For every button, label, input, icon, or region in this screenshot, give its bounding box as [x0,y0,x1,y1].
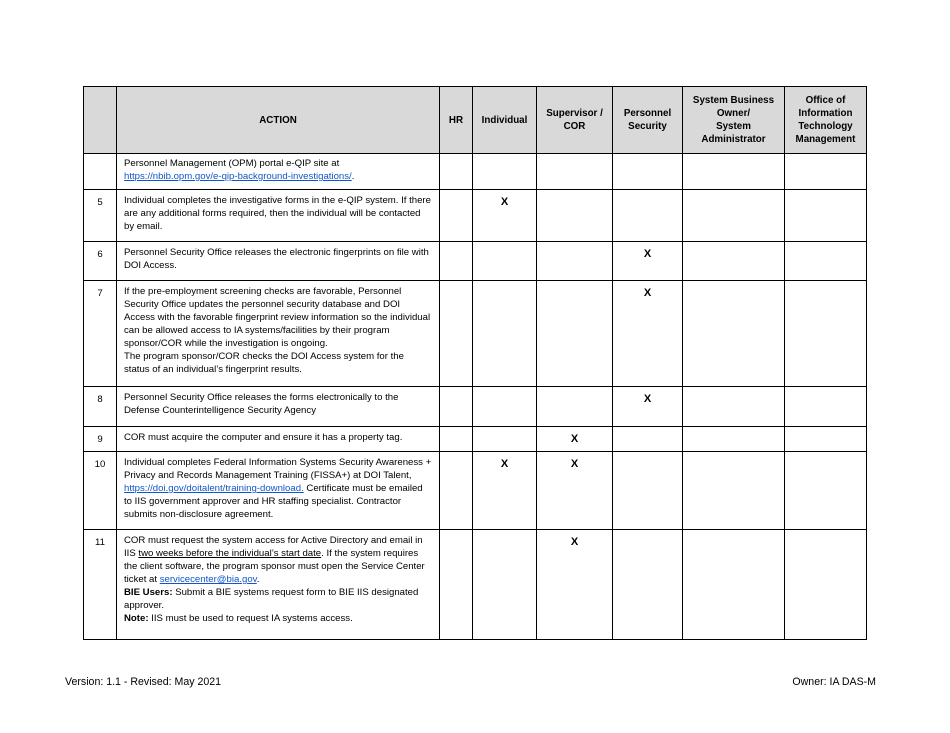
header-system-business-owner: System Business Owner/ System Administrator [683,87,785,154]
mark-individual [473,281,537,387]
mark-individual [473,154,537,190]
mark-personnel-security [613,154,683,190]
mark-system-owner [683,281,785,387]
action-cell: COR must request the system access for Active Directory and email in IIS two weeks before the individual’s start date. If the system requires the client software, the program sponsor must open the Service Center ticket at servicecenter@bia.gov. BIE Users: Submit a BIE systems request form to BIE IIS designated approver. Note: IIS must be used to request IA systems access. [117,530,440,640]
mark-hr [440,452,473,530]
mark-oitm [785,452,867,530]
mark-oitm [785,154,867,190]
mark-personnel-security [613,530,683,640]
mark-personnel-security: X [613,242,683,281]
mark-hr [440,530,473,640]
mark-oitm [785,387,867,427]
step-number: 6 [84,242,117,281]
table-row [84,154,867,190]
header-supervisor-cor: Supervisor / COR [537,87,613,154]
mark-personnel-security [613,190,683,242]
action-cell: Personnel Security Office releases the electronic fingerprints on file with DOI Access. [117,242,440,281]
mark-individual: X [473,190,537,242]
mark-individual [473,530,537,640]
mark-individual [473,242,537,281]
mark-supervisor [537,190,613,242]
action-cell: Personnel Security Office releases the forms electronically to the Defense Counterintelligence Security Agency [117,387,440,427]
table-row [84,427,867,452]
action-cell: If the pre-employment screening checks are favorable, Personnel Security Office updates the personnel security database and DOI Access with the favorable fingerprint review information so the individual can be allowed access to IA systems/facilities by their program sponsor/COR while the investigation is ongoing. The program sponsor/COR checks the DOI Access system for the status of an individual’s fingerprint results. [117,281,440,387]
table-row [84,242,867,281]
mark-personnel-security: X [613,281,683,387]
mark-oitm [785,530,867,640]
mark-individual [473,387,537,427]
step-number: 5 [84,190,117,242]
action-cell: Individual completes Federal Information Systems Security Awareness + Privacy and Records Management Training (FISSA+) at DOI Talent, https://doi.gov/doitalent/training-download. Certificate must be emailed to IIS government approver and HR staffing specialist. Contractor submits non-disclosure agreement. [117,452,440,530]
mark-hr [440,190,473,242]
mark-supervisor: X [537,452,613,530]
step-number: 11 [84,530,117,640]
table-header-row [84,87,867,154]
mark-personnel-security [613,427,683,452]
header-oitm: Office of Information Technology Management [785,87,867,154]
mark-oitm [785,427,867,452]
mark-hr [440,427,473,452]
step-number: 7 [84,281,117,387]
footer-owner: Owner: IA DAS-M [792,676,876,688]
mark-supervisor [537,154,613,190]
mark-supervisor [537,242,613,281]
mark-oitm [785,242,867,281]
mark-system-owner [683,242,785,281]
step-number: 8 [84,387,117,427]
mark-individual [473,427,537,452]
table-row [84,281,867,387]
action-cell: COR must acquire the computer and ensure it has a property tag. [117,427,440,452]
mark-hr [440,154,473,190]
responsibility-table [83,86,867,640]
mark-system-owner [683,530,785,640]
doi-talent-link[interactable]: https://doi.gov/doitalent/training-download. [124,483,304,494]
table-row [84,387,867,427]
mark-personnel-security [613,452,683,530]
footer-version: Version: 1.1 - Revised: May 2021 [65,676,222,688]
mark-supervisor: X [537,427,613,452]
table-row [84,530,867,640]
mark-system-owner [683,154,785,190]
mark-oitm [785,190,867,242]
mark-hr [440,242,473,281]
mark-individual: X [473,452,537,530]
mark-hr [440,387,473,427]
mark-supervisor [537,281,613,387]
step-number: 9 [84,427,117,452]
step-number: 10 [84,452,117,530]
mark-system-owner [683,452,785,530]
header-hr: HR [440,87,473,154]
mark-supervisor [537,387,613,427]
opm-eqip-link[interactable]: https://nbib.opm.gov/e-qip-background-investigations/ [124,171,352,182]
mark-supervisor: X [537,530,613,640]
action-cell: Individual completes the investigative forms in the e-QIP system. If there are any additional forms required, then the individual will be contacted by email. [117,190,440,242]
header-personnel-security: Personnel Security [613,87,683,154]
step-number [84,154,117,190]
table-row [84,190,867,242]
mark-system-owner [683,190,785,242]
action-cell: Personnel Management (OPM) portal e-QIP site at https://nbib.opm.gov/e-qip-background-investigations/. [117,154,440,190]
mark-system-owner [683,427,785,452]
service-center-email-link[interactable]: servicecenter@bia.gov [159,574,257,585]
mark-personnel-security: X [613,387,683,427]
mark-system-owner [683,387,785,427]
mark-oitm [785,281,867,387]
header-action: ACTION [117,87,440,154]
mark-hr [440,281,473,387]
table-row [84,452,867,530]
header-individual: Individual [473,87,537,154]
header-step [84,87,117,154]
